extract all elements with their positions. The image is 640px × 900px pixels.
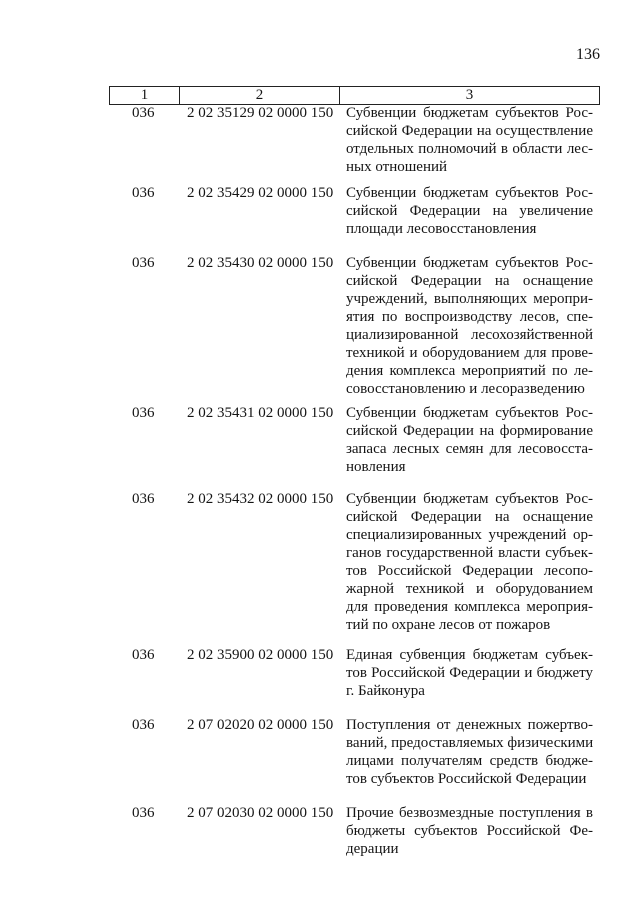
page-number: 136 bbox=[576, 46, 600, 63]
description-line: совосстановлению и лесоразведению bbox=[346, 381, 585, 397]
description-line: тов Российской Федерации и бюджету bbox=[346, 665, 593, 681]
budget-code: 2 02 35430 02 0000 150 bbox=[187, 255, 334, 271]
description-line: сийской Федерации на увеличение bbox=[346, 203, 593, 219]
row-description bbox=[346, 104, 593, 176]
description-line: отдельных полномочий в области лес- bbox=[346, 141, 593, 157]
description-line: тов Российской Федерации лесопо- bbox=[346, 563, 593, 579]
row-description bbox=[346, 490, 593, 634]
table-row bbox=[0, 716, 640, 804]
description-line: новления bbox=[346, 459, 406, 475]
description-line: Поступления от денежных пожертво- bbox=[346, 717, 593, 733]
description-line: г. Байконура bbox=[346, 683, 425, 699]
header-col-1: 1 bbox=[110, 87, 180, 104]
description-line: тов субъектов Российской Федерации bbox=[346, 771, 587, 787]
header-col-2: 2 bbox=[180, 87, 340, 104]
row-description bbox=[346, 804, 593, 858]
description-line: для проведения комплекса мероприя- bbox=[346, 599, 593, 615]
description-line: специализированных учреждений ор- bbox=[346, 527, 593, 543]
description-line: дения комплекса мероприятий по ле- bbox=[346, 363, 593, 379]
budget-code: 2 02 35431 02 0000 150 bbox=[187, 405, 334, 421]
budget-code: 2 02 35129 02 0000 150 bbox=[187, 105, 334, 121]
description-line: циализированной лесохозяйственной bbox=[346, 327, 593, 343]
table-row bbox=[0, 404, 640, 490]
budget-code: 2 02 35432 02 0000 150 bbox=[187, 491, 334, 507]
row-description bbox=[346, 646, 593, 700]
row-description bbox=[346, 716, 593, 788]
table-header bbox=[109, 86, 600, 105]
description-line: ганов государственной власти субъек- bbox=[346, 545, 593, 561]
description-line: лицами получателям средств бюдже- bbox=[346, 753, 593, 769]
admin-code: 036 bbox=[132, 185, 155, 201]
row-description bbox=[346, 254, 593, 398]
description-line: ных отношений bbox=[346, 159, 448, 175]
table-row bbox=[0, 184, 640, 254]
description-line: бюджеты субъектов Российской Фе- bbox=[346, 823, 593, 839]
admin-code: 036 bbox=[132, 647, 155, 663]
admin-code: 036 bbox=[132, 805, 155, 821]
description-line: жарной техникой и оборудованием bbox=[346, 581, 593, 597]
table-body bbox=[0, 104, 640, 864]
admin-code: 036 bbox=[132, 491, 155, 507]
row-description bbox=[346, 404, 593, 476]
description-line: ваний, предоставляемых физическими bbox=[346, 735, 594, 751]
description-line: запаса лесных семян для лесовосста- bbox=[346, 441, 593, 457]
table-row bbox=[0, 646, 640, 716]
description-line: Субвенции бюджетам субъектов Рос- bbox=[346, 185, 593, 201]
description-line: сийской Федерации на оснащение bbox=[346, 273, 593, 289]
budget-code: 2 07 02020 02 0000 150 bbox=[187, 717, 334, 733]
description-line: Субвенции бюджетам субъектов Рос- bbox=[346, 491, 593, 507]
description-line: площади лесовосстановления bbox=[346, 221, 537, 237]
budget-code: 2 02 35429 02 0000 150 bbox=[187, 185, 334, 201]
description-line: дерации bbox=[346, 841, 399, 857]
budget-code: 2 02 35900 02 0000 150 bbox=[187, 647, 334, 663]
description-line: ятия по воспроизводству лесов, спе- bbox=[346, 309, 593, 325]
description-line: учреждений, выполняющих меропри- bbox=[346, 291, 593, 307]
description-line: Субвенции бюджетам субъектов Рос- bbox=[346, 255, 593, 271]
description-line: Субвенции бюджетам субъектов Рос- bbox=[346, 105, 593, 121]
table-row bbox=[0, 804, 640, 864]
description-line: сийской Федерации на оснащение bbox=[346, 509, 593, 525]
description-line: сийской Федерации на формирование bbox=[346, 423, 593, 439]
description-line: Субвенции бюджетам субъектов Рос- bbox=[346, 405, 593, 421]
admin-code: 036 bbox=[132, 717, 155, 733]
header-col-3: 3 bbox=[465, 87, 474, 103]
description-line: Единая субвенция бюджетам субъек- bbox=[346, 647, 593, 663]
admin-code: 036 bbox=[132, 105, 155, 121]
description-line: тий по охране лесов от пожаров bbox=[346, 617, 551, 633]
admin-code: 036 bbox=[132, 255, 155, 271]
budget-code: 2 07 02030 02 0000 150 bbox=[187, 805, 334, 821]
description-line: сийской Федерации на осуществление bbox=[346, 123, 593, 139]
admin-code: 036 bbox=[132, 405, 155, 421]
table-row bbox=[0, 104, 640, 184]
row-description bbox=[346, 184, 593, 238]
table-row bbox=[0, 254, 640, 404]
description-line: Прочие безвозмездные поступления в bbox=[346, 805, 593, 821]
description-line: техникой и оборудованием для прове- bbox=[346, 345, 593, 361]
table-row bbox=[0, 490, 640, 646]
